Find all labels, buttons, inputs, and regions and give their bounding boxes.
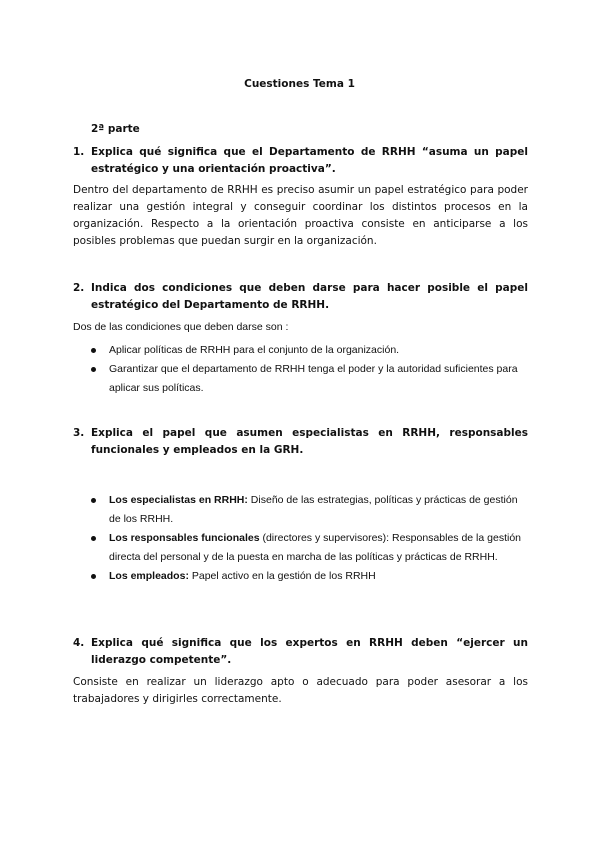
question-2: [73, 280, 528, 314]
question-4: [73, 635, 528, 669]
list-item: Garantizar que el departamento de RRHH tenga el poder y la autoridad suficientes para aplicar sus políticas.: [91, 360, 526, 398]
answer-2-list: [91, 341, 526, 398]
answer-2-intro: Dos de las condiciones que deben darse son :: [73, 321, 289, 333]
list-item: Aplicar políticas de RRHH para el conjunto de la organización.: [91, 341, 526, 360]
question-1-text: Explica qué significa que el Departamento de RRHH “asuma un papel estratégico y una orientación proactiva”.: [91, 146, 528, 175]
question-1: [73, 144, 528, 178]
document-subtitle: 2ª parte: [91, 123, 140, 135]
question-3: [73, 425, 528, 459]
list-item-heading: Los responsables funcionales: [109, 532, 260, 544]
question-2-text: Indica dos condiciones que deben darse para hacer posible el papel estratégico del Departamento de RRHH.: [91, 282, 528, 311]
document-title: Cuestiones Tema 1: [244, 78, 355, 90]
list-item: [91, 491, 526, 529]
question-3-number: 3.: [73, 427, 85, 439]
list-item: [91, 529, 526, 567]
list-item-heading: Los empleados:: [109, 570, 189, 582]
list-item-heading: Los especialistas en RRHH:: [109, 494, 248, 506]
list-item-text: Papel activo en la gestión de los RRHH: [188, 570, 376, 582]
answer-1: Dentro del departamento de RRHH es preciso asumir un papel estratégico para poder realizar una gestión integral y conseguir coordinar los distintos procesos en la organización. Respecto a la orientación proactiva consiste en anticiparse a los posibles problemas que puedan surgir en la organización.: [73, 184, 528, 247]
question-1-number: 1.: [73, 146, 85, 158]
list-item-text: Diseño de las estrategias, políticas y prácticas de gestión de los RRHH.: [109, 494, 518, 525]
list-item: [91, 567, 526, 586]
answer-3-list: [91, 491, 526, 586]
question-4-number: 4.: [73, 637, 85, 649]
answer-4: Consiste en realizar un liderazgo apto o adecuado para poder asesorar a los trabajadores y dirigirles correctamente.: [73, 676, 528, 705]
question-4-text: Explica qué significa que los expertos en RRHH deben “ejercer un liderazgo competente”.: [91, 637, 528, 666]
question-2-number: 2.: [73, 282, 85, 294]
list-item-text: (directores y supervisores): Responsables de la gestión directa del personal y de la puesta en marcha de las políticas y prácticas de RRHH.: [109, 532, 522, 563]
question-3-text: Explica el papel que asumen especialistas en RRHH, responsables funcionales y empleados en la GRH.: [91, 427, 528, 456]
